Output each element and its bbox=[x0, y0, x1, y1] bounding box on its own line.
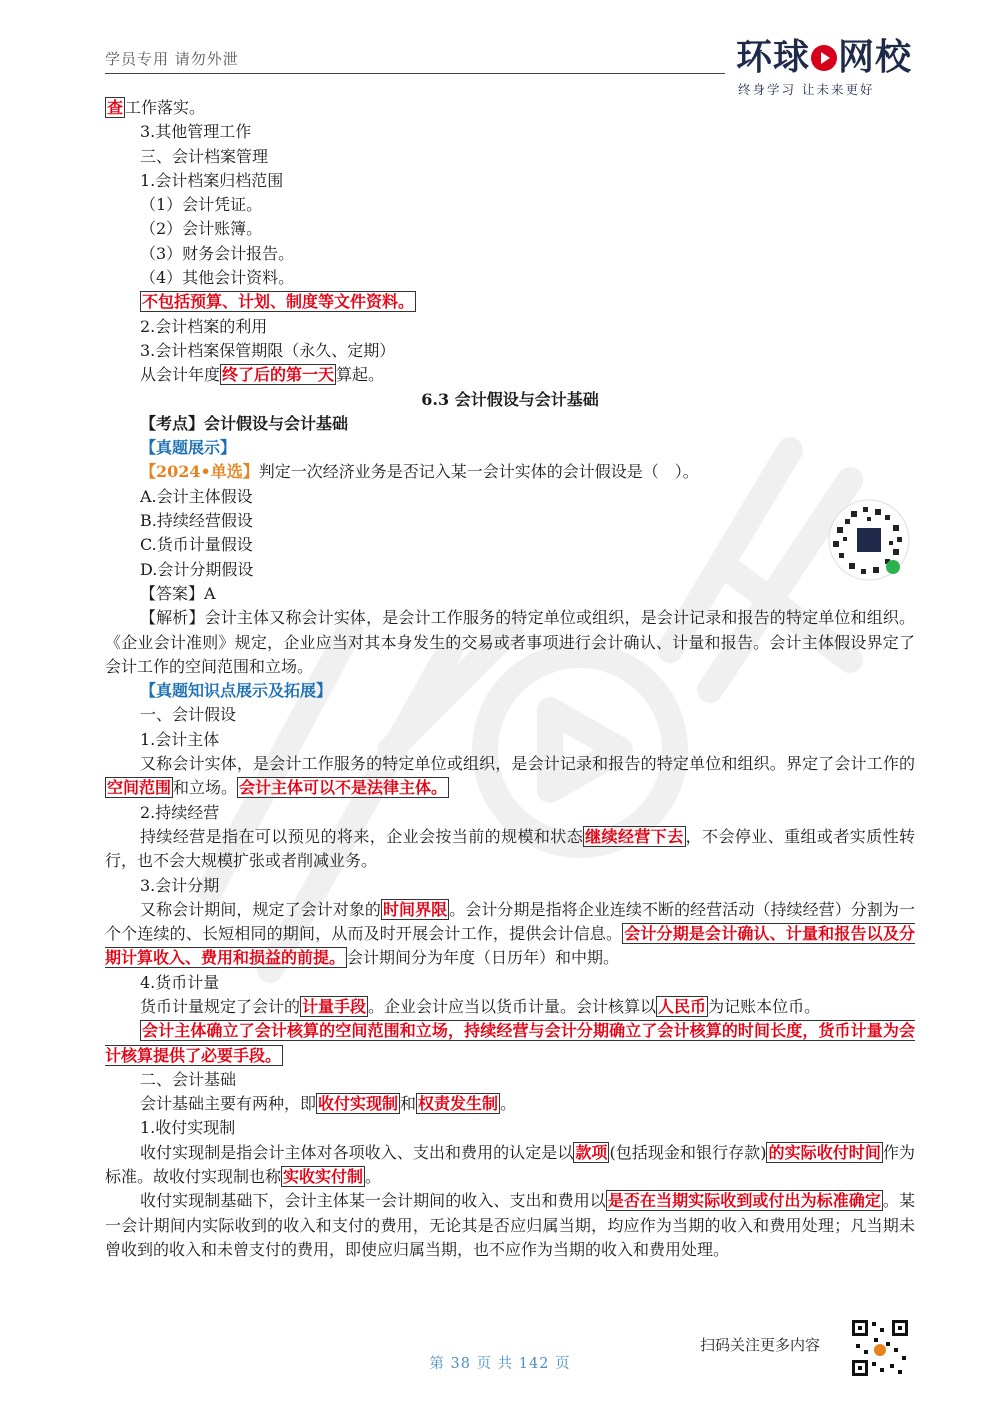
paragraph: 收付实现制是指会计主体对各项收入、支出和费用的认定是以 款项 (包括现金和银行存款) 的实际收付时间 作为标准。故收付实现制也称 实收实付制 。 bbox=[105, 1142, 915, 1187]
highlight-text: 继续经营下去 bbox=[585, 826, 684, 846]
option-a: A.会计主体假设 bbox=[140, 486, 253, 506]
highlight-text: 不包括预算、计划、制度等文件资料。 bbox=[142, 292, 415, 312]
highlight-text: 查 bbox=[107, 98, 124, 117]
paragraph: 又称会计期间，规定了会计对象的 时间界限 。会计分期是指将企业连续不断的经营活动（持续经营）分割为一个个连续的、长短相同的期间，从而及时开展会计工作，提供会计信息。 会计分期是会计确认、计量和报告以及分期计算收入、费用和损益的前提。 会计期间分为年度（日历年）和中期。 bbox=[105, 899, 915, 968]
qr-code-icon bbox=[823, 497, 915, 583]
question-tag: 【2024•单选】 bbox=[140, 462, 259, 482]
document-body bbox=[105, 96, 915, 1262]
highlight-text: 终了后的第一天 bbox=[222, 365, 335, 385]
subheading: 1.会计主体 bbox=[140, 729, 220, 749]
section-title: 6.3 会计假设与会计基础 bbox=[421, 389, 599, 409]
subheading: 1.收付实现制 bbox=[140, 1118, 236, 1138]
subheading: 2.会计档案的利用 bbox=[140, 316, 268, 336]
paragraph: 又称会计实体，是会计工作服务的特定单位或组织，是会计记录和报告的特定单位和组织。界定了会计工作的空间范围 和立场。 会计主体可以不是法律主体。 bbox=[107, 754, 915, 798]
line: 查 工作落实。 bbox=[107, 98, 206, 117]
highlight-text: 会计分期是会计确认、计量和报告以及分期计算收入、费用和损益的前提。 bbox=[105, 924, 915, 968]
list-item: （4）其他会计资料。 bbox=[140, 268, 295, 288]
list-item: （1）会计凭证。 bbox=[140, 195, 263, 215]
header-rule bbox=[105, 73, 725, 74]
subheading: 三、会计档案管理 bbox=[140, 146, 269, 166]
play-icon bbox=[811, 45, 837, 71]
highlight-text: 人民币 bbox=[658, 996, 707, 1016]
highlight-text: 时间界限 bbox=[382, 899, 448, 919]
brand-logo bbox=[736, 38, 916, 100]
subheading: 3.会计档案保管期限（永久、定期） bbox=[140, 340, 396, 360]
header-watermark-text: 学员专用 请勿外泄 bbox=[105, 50, 239, 68]
kaodian-heading: 【考点】会计假设与会计基础 bbox=[140, 413, 349, 433]
option-b: B.持续经营假设 bbox=[140, 511, 253, 531]
analysis: 【解析】会计主体又称会计实体，是会计工作服务的特定单位或组织，是会计记录和报告的特定单位和组织。《企业会计准则》规定，企业应当对其本身发生的交易或者事项进行会计确认、计量和报告。会计主体假设界定了会计工作的空间范围和立场。 bbox=[105, 608, 915, 676]
option-c: C.货币计量假设 bbox=[140, 535, 253, 555]
logo-tagline: 终身学习 让未来更好 bbox=[738, 82, 875, 97]
subheading: 一、会计假设 bbox=[140, 705, 237, 725]
highlight-text: 空间范围 bbox=[107, 778, 172, 798]
scan-prompt: 扫码关注更多内容 bbox=[700, 1336, 821, 1354]
option-d: D.会计分期假设 bbox=[140, 559, 254, 579]
highlight-text: 权责发生制 bbox=[418, 1094, 499, 1114]
paragraph: 收付实现制基础下，会计主体某一会计期间的收入、支出和费用以 是否在当期实际收到或付出为标准确定 。某一会计期间内实际收到的收入和支付的费用，无论其是否应归属当期，均应作为当期的收入和费用处理；凡当期未曾收到的收入和未曾支付的费用，即使应归属当期，也不应作为当期的收入和费用处理。 bbox=[105, 1191, 915, 1259]
highlight-text: 会计主体确立了会计核算的空间范围和立场，持续经营与会计分期确立了会计核算的时间长度，货币计量为会计核算提供了必要手段。 bbox=[105, 1021, 915, 1065]
list-item: （3）财务会计报告。 bbox=[140, 243, 295, 263]
paragraph bbox=[105, 1019, 915, 1068]
highlight-text: 是否在当期实际收到或付出为标准确定 bbox=[607, 1191, 881, 1211]
highlight-text: 计量手段 bbox=[302, 996, 367, 1016]
answer: 【答案】A bbox=[140, 583, 216, 603]
highlight-text: 实收实付制 bbox=[283, 1167, 364, 1187]
knowledge-heading: 【真题知识点展示及拓展】 bbox=[140, 681, 333, 701]
subheading: 4.货币计量 bbox=[140, 972, 220, 992]
page-number: 第 38 页 共 142 页 bbox=[429, 1356, 571, 1372]
zhenti-heading: 【真题展示】 bbox=[140, 438, 237, 458]
paragraph: 持续经营是指在可以预见的将来，企业会按当前的规模和状态 继续经营下去 ，不会停业、重组或者实质性转行，也不会大规模扩张或者削减业务。 bbox=[105, 826, 915, 871]
subheading: 2.持续经营 bbox=[140, 802, 220, 822]
question: 【2024•单选】判定一次经济业务是否记入某一会计实体的会计假设是（ ）。 bbox=[140, 462, 699, 482]
subheading: 二、会计基础 bbox=[140, 1069, 237, 1089]
highlight-text: 的实际收付时间 bbox=[768, 1142, 881, 1162]
logo-text-part2: 网校 bbox=[838, 37, 913, 78]
subheading: 3.会计分期 bbox=[140, 875, 220, 895]
paragraph: 货币计量规定了会计的 计量手段 。企业会计应当以货币计量。会计核算以 人民币 为记账本位币。 bbox=[140, 996, 821, 1016]
paragraph: 会计基础主要有两种，即 收付实现制 和 权责发生制 。 bbox=[140, 1094, 517, 1114]
line: 从会计年度 终了后的第一天 算起。 bbox=[140, 365, 385, 385]
highlight-text: 款项 bbox=[575, 1142, 608, 1162]
subheading: 1.会计档案归档范围 bbox=[140, 170, 284, 190]
subheading: 3.其他管理工作 bbox=[140, 122, 252, 142]
line bbox=[105, 290, 915, 314]
logo-text-part1: 环球 bbox=[736, 37, 811, 78]
highlight-text: 会计主体可以不是法律主体。 bbox=[239, 778, 448, 798]
highlight-text: 收付实现制 bbox=[318, 1094, 399, 1114]
list-item: （2）会计账簿。 bbox=[140, 219, 263, 239]
